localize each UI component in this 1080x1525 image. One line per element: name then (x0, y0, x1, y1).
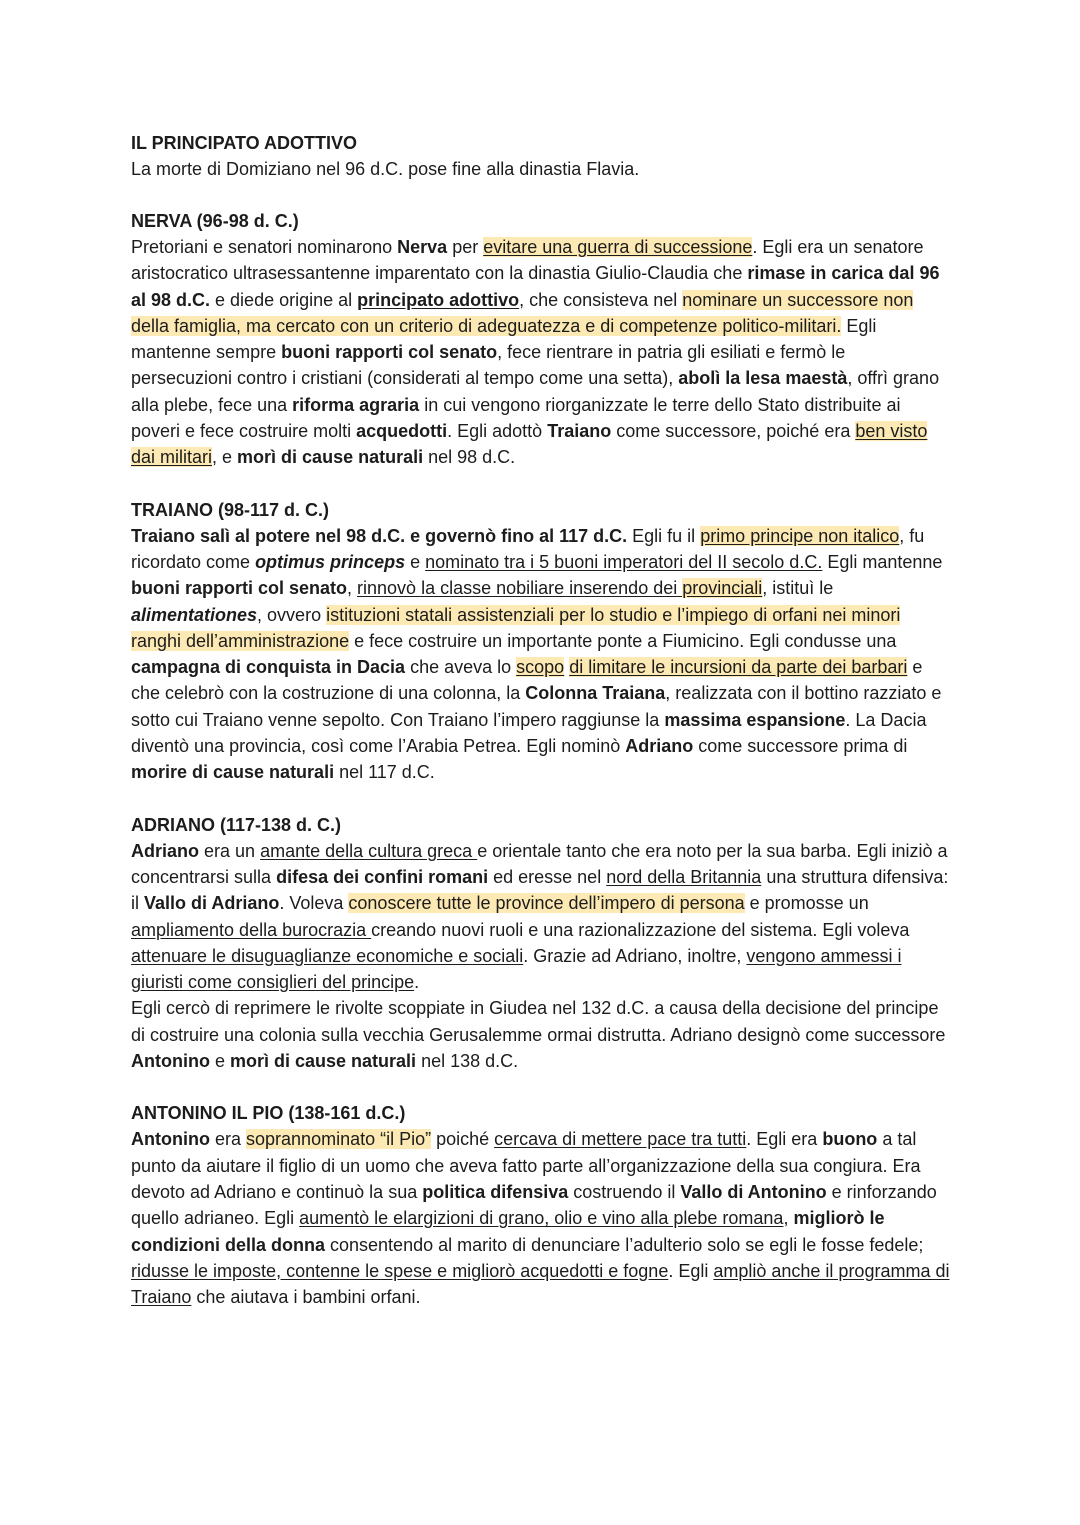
text-segment: ridusse le imposte, contenne le spese e migliorò acquedotti e fogne (131, 1260, 669, 1281)
text-segment: in cui vengono riorganizzate le terre dello Stato distribuite ai poveri e fece costruire molti (131, 394, 901, 442)
text-segment: e rinforzando quello adrianeo. Egli (131, 1181, 937, 1229)
text-segment: e orientale tanto che era noto per la sua barba. Egli iniziò a concentrarsi sulla (131, 840, 948, 887)
text-segment: morì di cause naturali (237, 447, 424, 468)
text-segment: , fu ricordato come (131, 525, 925, 572)
text-segment: Nerva (397, 237, 448, 257)
text-segment: di limitare le incursioni da parte dei barbari (569, 657, 908, 678)
text-segment: soprannominato “il Pio” (246, 1129, 432, 1150)
text-segment: acquedotti (356, 421, 448, 442)
text-segment: , offrì grano alla plebe, fece una (131, 368, 940, 415)
text-segment: era un (199, 840, 261, 861)
text-segment: ampliò anche il programma di Traiano (131, 1260, 950, 1308)
section-heading: NERVA (96-98 d. C.) (131, 211, 299, 231)
text-segment: . Voleva (279, 893, 349, 914)
text-segment: . Egli era (746, 1129, 823, 1150)
text-segment: massima espansione (664, 709, 846, 730)
text-segment: ed eresse nel (488, 866, 607, 887)
text-segment: vengono ammessi i giuristi come consiglieri del principe (131, 945, 902, 993)
text-segment: e fece costruire un importante ponte a Fiumicino. Egli condusse una (349, 630, 897, 651)
text-segment: . La Dacia diventò una provincia, così come l’Arabia Petrea. Egli nominò (131, 709, 927, 757)
section-adriano (131, 812, 951, 1075)
text-segment: e (405, 551, 426, 572)
text-segment: primo principe non italico (700, 525, 900, 546)
text-segment: buoni rapporti col senato (281, 342, 498, 363)
text-segment: scopo (516, 657, 565, 678)
text-segment: come successore, poiché era (611, 421, 856, 442)
text-segment: , (783, 1208, 794, 1229)
text-segment: ampliamento della burocrazia (131, 919, 372, 940)
section-heading: ADRIANO (117-138 d. C.) (131, 814, 342, 835)
text-segment: era (209, 1129, 247, 1150)
text-segment: Egli fu il (627, 525, 701, 546)
text-segment: morire di cause naturali (131, 762, 335, 783)
text-segment: creando nuovi ruoli e una razionalizzazione del sistema. Egli voleva (371, 919, 910, 940)
text-segment: e promosse un (744, 893, 869, 914)
text-segment: e (209, 1051, 230, 1072)
text-segment: costruendo il (568, 1181, 681, 1202)
text-segment: nel 98 d.C. (423, 447, 516, 468)
text-segment: , fece rientrare in patria gli esiliati e fermò le persecuzioni contro i cristiani (considerati al tempo come una setta), (131, 342, 846, 389)
text-segment: buoni rapporti col senato (131, 578, 348, 599)
text-segment: evitare una guerra di successione (483, 237, 753, 257)
section-paragraph (131, 1126, 951, 1310)
text-segment: istituzioni statali assistenziali per lo studio e l’impiego di orfani nei minori ranghi dell’amministrazione (131, 604, 901, 651)
text-segment: Vallo di Antonino (680, 1181, 827, 1202)
text-segment: rimase in carica dal 96 al 98 d.C. (131, 263, 940, 310)
text-segment: , che consisteva nel (519, 289, 683, 310)
text-segment: Adriano (625, 736, 694, 757)
text-segment: buono (822, 1129, 878, 1150)
section-antonino (131, 1100, 951, 1310)
text-segment: e diede origine al (210, 289, 358, 310)
section-heading: ANTONINO IL PIO (138-161 d.C.) (131, 1103, 406, 1124)
text-segment: Traiano salì al potere nel 98 d.C. e governò fino al 117 d.C. (131, 525, 628, 546)
text-segment: Egli mantenne (822, 551, 943, 572)
text-segment: . Egli (668, 1260, 714, 1281)
text-segment: , ovvero (257, 604, 327, 625)
text-segment: aumentò le elargizioni di grano, olio e vino alla plebe romana (299, 1208, 784, 1229)
document-title: IL PRINCIPATO ADOTTIVO (131, 133, 358, 153)
text-segment: principato adottivo (357, 289, 520, 310)
text-segment: migliorò le condizioni della donna (131, 1208, 885, 1255)
text-segment: poiché (431, 1129, 495, 1150)
text-segment: a tal punto da aiutare il figlio di un uomo che aveva fatto parte all’organizzazione della sua congiura. Era devoto ad Adriano e continuò la sua (131, 1129, 921, 1202)
document-page (131, 130, 951, 1310)
text-segment: che aiutava i bambini orfani. (191, 1287, 421, 1308)
text-segment: Antonino (131, 1129, 210, 1150)
section-paragraph (131, 838, 951, 1075)
text-segment: abolì la lesa maestà (678, 368, 848, 389)
section-paragraph (131, 523, 951, 786)
text-segment: ben visto dai militari (131, 421, 928, 468)
text-segment: . Egli era un senatore aristocratico ultrasessantenne imparentato con la dinastia Giulio-Claudia che (131, 237, 924, 284)
text-segment: attenuare le disuguaglianze economiche e sociali (131, 945, 524, 966)
text-segment: amante della cultura greca (260, 840, 478, 861)
text-segment: conoscere tutte le province dell’impero di persona (348, 893, 745, 914)
text-segment: . (414, 972, 420, 993)
text-segment: politica difensiva (422, 1181, 569, 1202)
text-segment: . Egli adottò (447, 421, 548, 442)
text-segment: Colonna Traiana (525, 683, 666, 704)
text-segment: nel 117 d.C. (334, 762, 435, 783)
text-segment: alimentationes (131, 604, 258, 625)
text-segment: nel 138 d.C. (416, 1051, 519, 1072)
text-segment: Adriano (131, 840, 200, 861)
text-segment: nominato tra i 5 buoni imperatori del II secolo d.C. (425, 551, 823, 572)
intro-paragraph: La morte di Domiziano nel 96 d.C. pose fine alla dinastia Flavia. (131, 159, 640, 179)
text-segment: nord della Britannia (606, 866, 762, 887)
text-segment: Vallo di Adriano (144, 893, 280, 914)
text-segment: rinnovò la classe nobiliare inserendo dei (357, 578, 683, 599)
text-segment: . Grazie ad Adriano, inoltre, (523, 945, 747, 966)
text-segment: che aveva lo (405, 657, 517, 678)
text-segment: , istituì le (762, 578, 834, 599)
text-segment: morì di cause naturali (230, 1051, 417, 1072)
text-segment: cercava di mettere pace tra tutti (494, 1129, 747, 1150)
text-segment: per (447, 237, 484, 257)
text-segment: consentendo al marito di denunciare l’adulterio solo se egli le fosse fedele; (325, 1234, 924, 1255)
text-segment: difesa dei confini romani (276, 866, 489, 887)
text-segment: Traiano (547, 421, 612, 442)
text-segment: provinciali (682, 578, 763, 599)
section-nerva (131, 208, 951, 471)
text-segment: nominare un successore non della famiglia, ma cercato con un criterio di adeguatezza e di competenze politico-militari. (131, 289, 914, 336)
text-segment: , (347, 578, 358, 599)
text-segment: come successore prima di (693, 736, 908, 757)
section-heading: TRAIANO (98-117 d. C.) (131, 499, 330, 520)
text-segment: Antonino (131, 1051, 210, 1072)
section-paragraph (131, 234, 951, 471)
text-segment: , realizzata con il bottino razziato e sotto cui Traiano venne sepolto. Con Traiano l’impero raggiunse la (131, 683, 942, 730)
text-segment: Pretoriani e senatori nominarono (131, 237, 398, 257)
text-segment: Egli cercò di reprimere le rivolte scoppiate in Giudea nel 132 d.C. a causa della decisione del principe di costruire una colonia sulla vecchia Gerusalemme ormai distrutta. Adriano designò come successore (131, 998, 946, 1045)
section-traiano (131, 497, 951, 786)
text-segment: campagna di conquista in Dacia (131, 657, 406, 678)
text-segment: e che celebrò con la costruzione di una colonna, la (131, 657, 923, 704)
text-segment: optimus princeps (255, 551, 406, 572)
text-segment: , e (212, 447, 238, 468)
text-segment: una struttura difensiva: il (131, 866, 949, 914)
text-segment: riforma agraria (292, 394, 420, 415)
text-segment: Egli mantenne sempre (131, 315, 877, 363)
